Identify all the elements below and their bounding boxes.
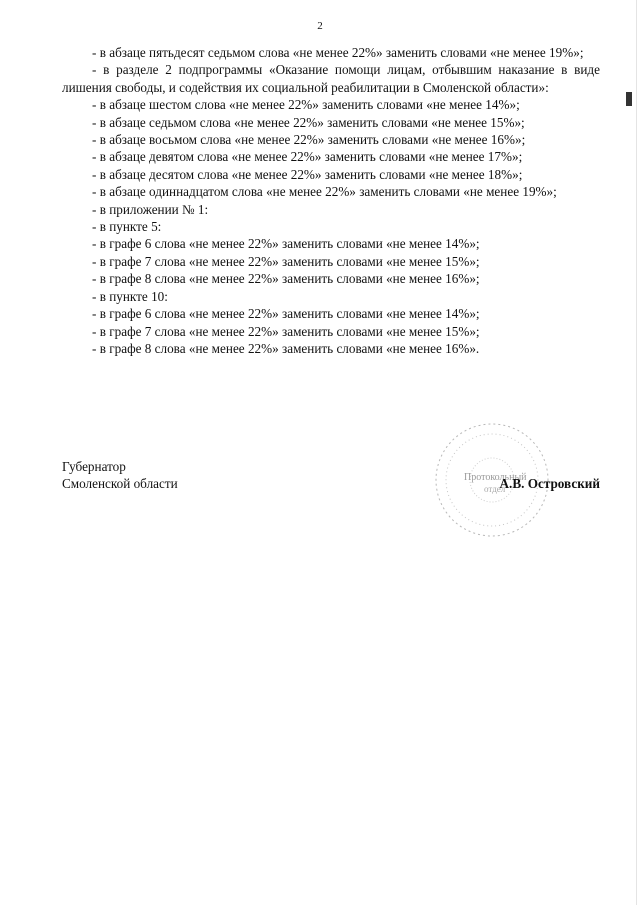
paragraph-item: - в графе 7 слова «не менее 22%» заменить словами «не менее 15%»;: [92, 323, 480, 339]
paragraph-item: - в абзаце восьмом слова «не менее 22%» заменить словами «не менее 16%»;: [92, 132, 526, 148]
paragraph-section-2: - в разделе 2 подпрограммы «Оказание помощи лицам, отбывшим наказание в виде лишения свободы, и содействия их социальной реабилитации в Смоленской области»:: [62, 62, 600, 95]
paragraph-item: - в графе 8 слова «не менее 22%» заменить словами «не менее 16%»;: [92, 271, 480, 287]
signatory-position: Губернатор: [62, 459, 126, 474]
paragraph-item: - в графе 7 слова «не менее 22%» заменить словами «не менее 15%»;: [92, 253, 480, 269]
paragraph-point-5: - в пункте 5:: [92, 219, 162, 235]
page-number: 2: [317, 20, 323, 32]
paragraph-item: - в графе 6 слова «не менее 22%» заменить словами «не менее 14%»;: [92, 306, 480, 322]
paragraph-point-10: - в пункте 10:: [92, 288, 168, 304]
signatory-name: А.В. Островский: [499, 476, 600, 491]
document-body: [62, 44, 600, 357]
scan-mark: [626, 92, 632, 106]
stamp-text: отдел: [484, 484, 506, 494]
paragraph-item: - в графе 8 слова «не менее 22%» заменить словами «не менее 16%».: [92, 340, 480, 356]
paragraph-item: - в абзаце седьмом слова «не менее 22%» заменить словами «не менее 15%»;: [92, 114, 525, 130]
signature-block: [62, 458, 600, 493]
scan-edge: [636, 0, 637, 905]
paragraph-item: - в абзаце шестом слова «не менее 22%» заменить словами «не менее 14%»;: [92, 97, 520, 113]
stamp-text: Протокольный: [464, 472, 527, 483]
paragraph-item: - в абзаце десятом слова «не менее 22%» заменить словами «не менее 18%»;: [92, 166, 523, 182]
paragraph-item: - в абзаце девятом слова «не менее 22%» заменить словами «не менее 17%»;: [92, 149, 523, 165]
signatory-region: Смоленской области: [62, 476, 178, 492]
paragraph-item: - в графе 6 слова «не менее 22%» заменить словами «не менее 14%»;: [92, 236, 480, 252]
paragraph-appendix: - в приложении № 1:: [92, 201, 209, 217]
paragraph-item: - в абзаце одиннадцатом слова «не менее 22%» заменить словами «не менее 19%»;: [92, 184, 557, 200]
paragraph-57: - в абзаце пятьдесят седьмом слова «не менее 22%» заменить словами «не менее 19%»;: [92, 45, 584, 60]
